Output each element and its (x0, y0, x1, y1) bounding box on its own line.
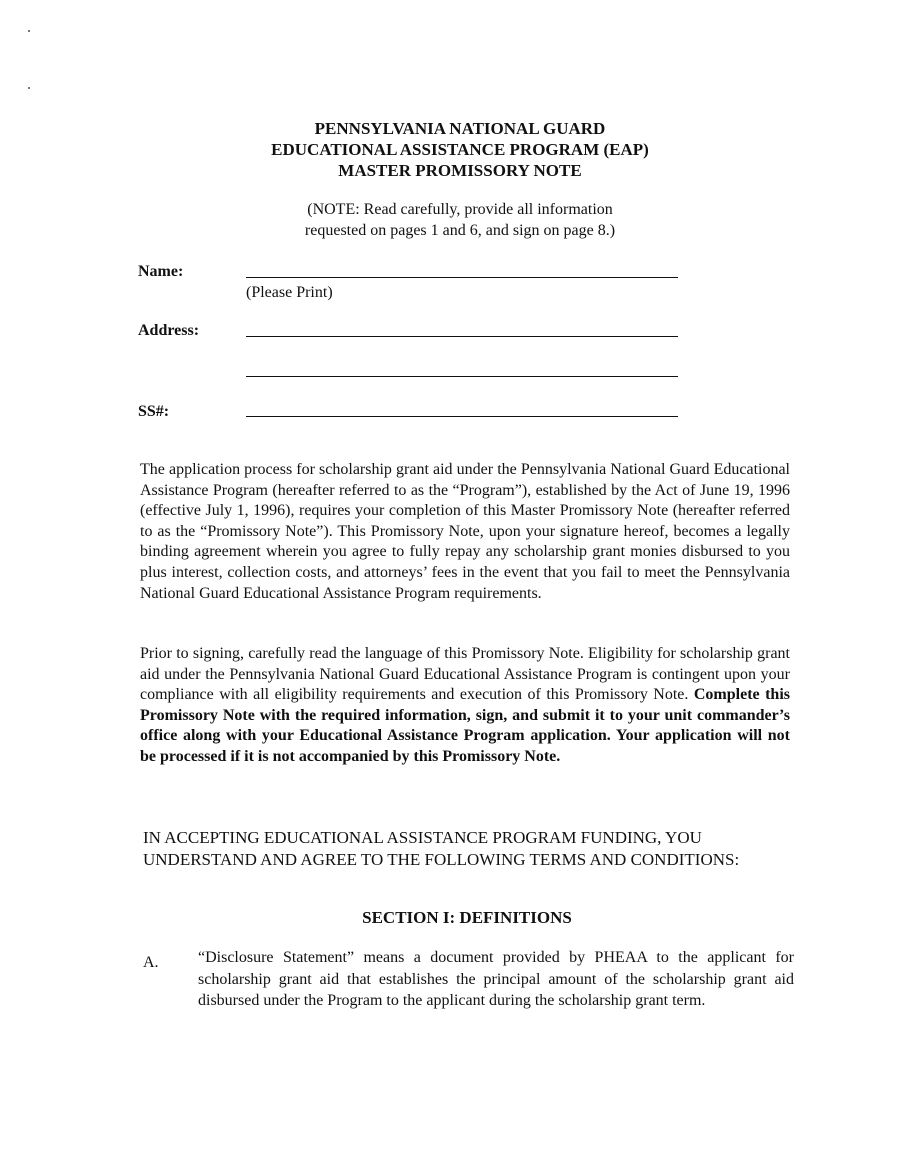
agreement-statement (143, 827, 793, 871)
agreement-line: IN ACCEPTING EDUCATIONAL ASSISTANCE PROGRAM FUNDING, YOU (143, 828, 702, 847)
definition-letter: A. (143, 954, 159, 971)
note-line: (NOTE: Read carefully, provide all information (307, 201, 613, 218)
eligibility-paragraph (140, 644, 790, 768)
eligibility-text: Prior to signing, carefully read the language of this Promissory Note. Eligibility for scholarship grant aid under the Pennsylvania National Guard Educational Assistance Program is contingent upon your compliance with all eligibility requirements and execution of this Promissory Note. (140, 645, 790, 704)
section-title: SECTION I: DEFINITIONS (362, 908, 572, 927)
intro-paragraph: The application process for scholarship grant aid under the Pennsylvania National Guard Educational Assistance Program (hereafter referred to as the “Program”), established by the Act of June 19, 1996 (effective July 1, 1996), requires your completion of this Master Promissory Note (hereafter referred to as the “Promissory Note”). This Promissory Note, upon your signature hereof, becomes a legally binding agreement wherein you agree to fully repay any scholarship grant monies disbursed to you plus interest, collection costs, and attorneys’ fees in the event that you fail to meet the Pennsylvania National Guard Educational Assistance Program requirements. (140, 461, 790, 602)
scan-artifact (28, 87, 30, 89)
name-hint: (Please Print) (246, 284, 333, 301)
header-title-line: EDUCATIONAL ASSISTANCE PROGRAM (EAP) (271, 140, 649, 159)
instruction-note (200, 199, 720, 241)
name-field[interactable] (246, 277, 678, 278)
ss-label: SS#: (138, 403, 170, 420)
note-line: requested on pages 1 and 6, and sign on page 8.) (304, 222, 616, 239)
address-label: Address: (138, 322, 200, 339)
address-field-line-2[interactable] (246, 376, 678, 377)
header-title-line: MASTER PROMISSORY NOTE (338, 161, 582, 180)
name-label: Name: (138, 263, 184, 280)
header-title-line: PENNSYLVANIA NATIONAL GUARD (314, 119, 606, 138)
document-header (200, 118, 720, 181)
eligibility-bold-text: Complete this Promissory Note with the required information, sign, and submit it to your unit commander’s office along with your Educational Assistance Program application. Your application will not be processed if it is not accompanied by this Promissory Note. (140, 686, 791, 765)
address-field-line-1[interactable] (246, 336, 678, 337)
agreement-line: UNDERSTAND AND AGREE TO THE FOLLOWING TERMS AND CONDITIONS: (143, 850, 740, 869)
definition-text: “Disclosure Statement” means a document provided by PHEAA to the applicant for scholarship grant aid that establishes the principal amount of the scholarship grant aid disbursed under the Program to the applicant during the scholarship grant term. (198, 949, 794, 1009)
scan-artifact (28, 30, 30, 32)
ss-field[interactable] (246, 416, 678, 417)
